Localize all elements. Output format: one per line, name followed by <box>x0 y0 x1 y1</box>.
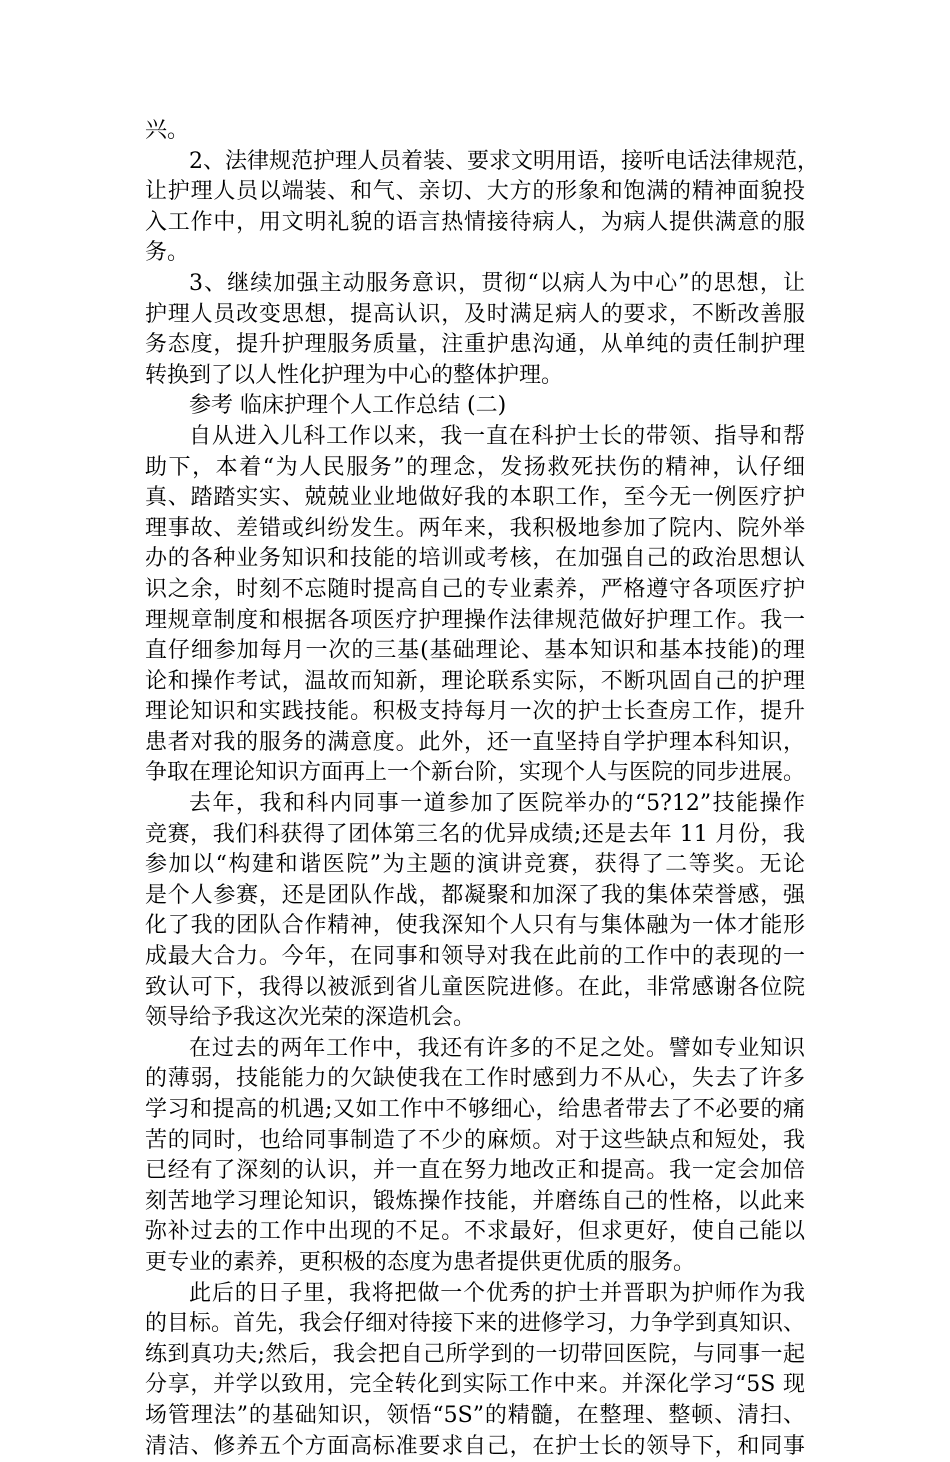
text-line: 理规章制度和根据各项医疗护理操作法律规范做好护理工作。我一 <box>145 607 805 633</box>
text-line: 让护理人员以端装、和气、亲切、大方的形象和饱满的精神面貌投 <box>145 179 805 205</box>
text-line: 领导给予我这次光荣的深造机会。 <box>145 1005 476 1031</box>
text-line: 场管理法”的基础知识，领悟“5S”的精髓，在整理、整顿、清扫、 <box>145 1402 805 1428</box>
text-line: 自从进入儿科工作以来，我一直在科护士长的带领、指导和帮 <box>189 423 805 449</box>
text-line: 兴。 <box>145 118 190 143</box>
text-line: 苦的同时，也给同事制造了不少的麻烦。对于这些缺点和短处，我 <box>145 1127 805 1153</box>
text-line: 理事故、差错或纠纷发生。两年来，我积极地参加了院内、院外举 <box>145 515 805 541</box>
text-line: 助下，本着“为人民服务”的理念，发扬救死扶伤的精神，认仔细 <box>145 454 805 480</box>
text-line: 的薄弱，技能能力的欠缺使我在工作时感到力不从心，失去了许多 <box>145 1066 805 1092</box>
text-line: 致认可下，我得以被派到省儿童医院进修。在此，非常感谢各位院 <box>145 974 805 1000</box>
document-body <box>145 116 819 1462</box>
text-line: 2、法律规范护理人员着装、要求文明用语，接听电话法律规范， <box>189 148 819 174</box>
text-line: 直仔细参加每月一次的三基(基础理论、基本知识和基本技能)的理 <box>145 638 805 664</box>
text-line: 练到真功夫;然后，我会把自己所学到的一切带回医院，与同事一起 <box>145 1341 805 1367</box>
text-line: 3、继续加强主动服务意识，贯彻“以病人为中心”的思想，让 <box>189 270 805 296</box>
text-line: 务。 <box>145 240 190 266</box>
text-line: 论和操作考试，温故而知新，理论联系实际，不断巩固自己的护理 <box>145 668 805 694</box>
text-line: 参加以“构建和谐医院”为主题的演讲竞赛，获得了二等奖。无论 <box>145 852 805 878</box>
text-line: 转换到了以人性化护理为中心的整体护理。 <box>145 362 564 388</box>
text-line: 已经有了深刻的认识，并一直在努力地改正和提高。我一定会加倍 <box>145 1158 805 1184</box>
text-line: 参考 临床护理个人工作总结 (二) <box>189 393 507 419</box>
text-line: 在过去的两年工作中，我还有许多的不足之处。譬如专业知识 <box>189 1035 805 1061</box>
text-line: 此后的日子里，我将把做一个优秀的护士并晋职为护师作为我 <box>189 1280 805 1306</box>
text-line: 理论知识和实践技能。积极支持每月一次的护士长查房工作，提升 <box>145 699 805 725</box>
text-line: 竞赛，我们科获得了团体第三名的优异成绩;还是去年 11 月份，我 <box>145 821 805 847</box>
text-line: 成最大合力。今年，在同事和领导对我在此前的工作中的表现的一 <box>145 944 805 970</box>
text-line: 患者对我的服务的满意度。此外，还一直坚持自学护理本科知识， <box>145 729 805 755</box>
text-line: 分享，并学以致用，完全转化到实际工作中来。并深化学习“5S 现 <box>145 1372 805 1398</box>
text-line: 护理人员改变思想，提高认识，及时满足病人的要求，不断改善服 <box>145 301 805 327</box>
text-line: 清洁、修养五个方面高标准要求自己，在护士长的领导下，和同事 <box>145 1433 805 1459</box>
text-line: 是个人参赛，还是团队作战，都凝聚和加深了我的集体荣誉感，强 <box>145 882 805 908</box>
text-line: 去年，我和科内同事一道参加了医院举办的“5?12”技能操作 <box>189 791 805 817</box>
text-line: 争取在理论知识方面再上一个新台阶，实现个人与医院的同步进展。 <box>145 760 806 786</box>
text-line: 弥补过去的工作中出现的不足。不求最好，但求更好，使自己能以 <box>145 1219 805 1245</box>
text-line: 的目标。首先，我会仔细对待接下来的进修学习，力争学到真知识、 <box>145 1311 806 1337</box>
text-line: 办的各种业务知识和技能的培训或考核，在加强自己的政治思想认 <box>145 546 805 572</box>
text-line: 务态度，提升护理服务质量，注重护患沟通，从单纯的责任制护理 <box>145 332 805 358</box>
text-line: 刻苦地学习理论知识，锻炼操作技能，并磨练自己的性格，以此来 <box>145 1188 805 1214</box>
text-line: 化了我的团队合作精神，使我深知个人只有与集体融为一体才能形 <box>145 913 805 939</box>
text-line: 识之余，时刻不忘随时提高自己的专业素养，严格遵守各项医疗护 <box>145 576 805 602</box>
text-line: 真、踏踏实实、兢兢业业地做好我的本职工作，至今无一例医疗护 <box>145 485 805 511</box>
text-line: 学习和提高的机遇;又如工作中不够细心，给患者带去了不必要的痛 <box>145 1097 805 1122</box>
text-line: 更专业的素养，更积极的态度为患者提供更优质的服务。 <box>145 1249 696 1275</box>
text-line: 入工作中，用文明礼貌的语言热情接待病人，为病人提供满意的服 <box>145 209 805 235</box>
